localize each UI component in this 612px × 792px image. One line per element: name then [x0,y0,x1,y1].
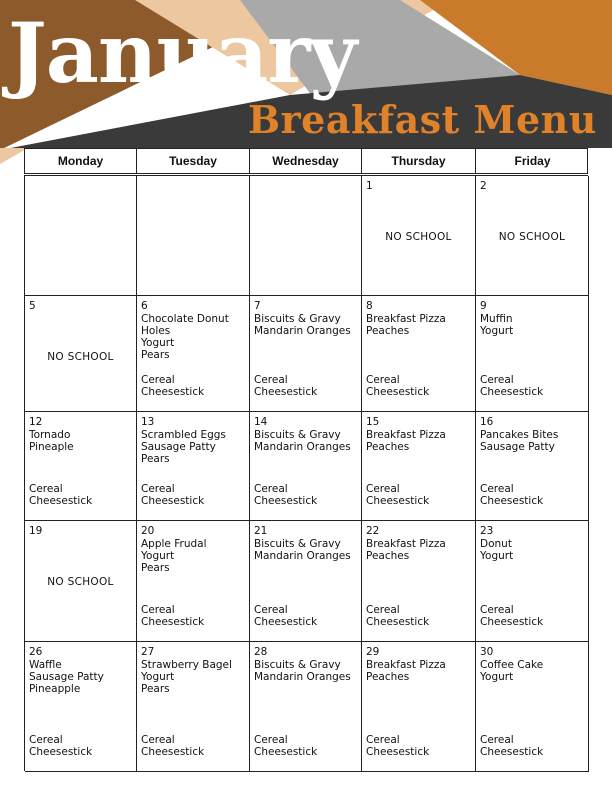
daily-option: Cheesestick [480,495,544,507]
daily-option: Cheesestick [480,386,544,398]
day-cell [137,642,250,772]
menu-item: Peaches [366,671,410,683]
menu-items [480,538,584,562]
day-cell [137,521,250,642]
daily-options [29,734,92,758]
menu-item: Tornado [29,429,71,441]
menu-item: Holes [141,325,171,337]
week-row [25,521,588,642]
menu-items [480,659,584,683]
menu-subtitle: Breakfast Menu [248,97,597,142]
daily-option: Cereal [141,483,175,495]
no-school-notice: NO SCHOOL [498,231,566,243]
day-cell [476,642,589,772]
daily-option: Cheesestick [480,616,544,628]
daily-option: Cereal [29,734,63,746]
menu-items [29,429,132,453]
daily-option: Cheesestick [480,746,544,758]
menu-item: Pears [141,683,170,695]
daily-option: Cheesestick [254,616,318,628]
daily-option: Cereal [366,604,400,616]
day-cell [137,296,250,412]
daily-options [366,734,429,758]
day-number: 14 [254,416,268,428]
day-number: 6 [141,300,148,312]
menu-items [480,429,584,453]
menu-item: Pears [141,349,170,361]
menu-item: Coffee Cake [480,659,544,671]
day-number: 7 [254,300,261,312]
daily-option: Cereal [141,604,175,616]
daily-option: Cheesestick [366,495,430,507]
menu-items [480,313,584,337]
daily-option: Cheesestick [141,616,205,628]
day-cell [250,176,362,296]
daily-options [480,734,543,758]
day-cell [25,642,137,772]
menu-item: Apple Frudal [141,538,207,550]
day-number: 5 [29,300,36,312]
daily-option: Cheesestick [29,495,93,507]
menu-item: Yogurt [141,671,175,683]
menu-item: Sausage Patty [480,441,555,453]
day-number: 15 [366,416,380,428]
menu-item: Breakfast Pizza [366,313,446,325]
daily-options [254,734,317,758]
daily-option: Cheesestick [254,386,318,398]
daily-options [254,374,317,398]
day-number: 1 [366,180,373,192]
day-number: 26 [29,646,43,658]
daily-option: Cheesestick [366,386,430,398]
no-school-notice: NO SCHOOL [47,351,114,363]
day-cell [250,642,362,772]
menu-item: Peaches [366,441,410,453]
week-row [25,412,588,521]
day-cell [362,642,476,772]
menu-items [366,659,471,683]
menu-item: Strawberry Bagel [141,659,232,671]
daily-option: Cheesestick [254,746,318,758]
weekday-header-tuesday: Tuesday [137,149,250,173]
daily-option: Cheesestick [141,746,205,758]
menu-item: Biscuits & Gravy [254,659,341,671]
daily-option: Cheesestick [29,746,93,758]
day-number: 29 [366,646,380,658]
day-cell [250,412,362,521]
day-number: 21 [254,525,268,537]
day-number: 8 [366,300,373,312]
daily-option: Cereal [141,734,175,746]
weekday-header-row [24,148,588,174]
day-number: 27 [141,646,155,658]
daily-option: Cereal [366,483,400,495]
menu-items [254,429,357,453]
menu-item: Breakfast Pizza [366,659,446,671]
daily-options [366,604,429,628]
menu-item: Mandarin Oranges [254,671,351,683]
menu-item: Biscuits & Gravy [254,538,341,550]
calendar-days [24,175,588,771]
menu-items [141,659,245,695]
menu-item: Pears [141,562,170,574]
day-cell [25,296,137,412]
menu-items [366,313,471,337]
menu-item: Breakfast Pizza [366,538,446,550]
day-cell [362,412,476,521]
day-cell [476,176,589,296]
day-cell [250,521,362,642]
no-school-notice: NO SCHOOL [385,231,452,243]
day-number [141,180,245,193]
daily-option: Cereal [480,483,514,495]
menu-item: Biscuits & Gravy [254,429,341,441]
daily-option: Cereal [480,604,514,616]
menu-items [141,538,245,574]
menu-item: Biscuits & Gravy [254,313,341,325]
menu-items [141,313,245,361]
daily-options [141,483,204,507]
daily-option: Cereal [366,734,400,746]
day-number: 9 [480,300,487,312]
no-school-notice: NO SCHOOL [47,576,114,588]
menu-item: Mandarin Oranges [254,325,351,337]
week-row [25,296,588,412]
menu-item: Mandarin Oranges [254,550,351,562]
menu-item: Pineapple [29,683,81,695]
daily-option: Cereal [254,374,288,386]
menu-items [254,313,357,337]
menu-item: Chocolate Donut [141,313,229,325]
week-row [25,642,588,772]
menu-items [254,659,357,683]
menu-item: Scrambled Eggs [141,429,226,441]
menu-item: Yogurt [141,337,175,349]
day-number: 30 [480,646,494,658]
day-number: 13 [141,416,155,428]
daily-options [480,374,543,398]
daily-option: Cheesestick [254,495,318,507]
day-number: 2 [480,180,487,192]
day-cell [476,296,589,412]
weekday-header-monday: Monday [25,149,137,173]
daily-option: Cheesestick [141,495,205,507]
daily-option: Cheesestick [366,616,430,628]
week-row [25,176,588,296]
day-cell [25,412,137,521]
menu-item: Peaches [366,550,410,562]
menu-item: Sausage Patty [141,441,216,453]
menu-item: Donut [480,538,512,550]
daily-options [141,374,204,398]
daily-options [480,483,543,507]
daily-option: Cereal [254,483,288,495]
daily-option: Cereal [254,734,288,746]
day-number: 16 [480,416,494,428]
menu-item: Yogurt [141,550,175,562]
menu-item: Mandarin Oranges [254,441,351,453]
daily-option: Cereal [254,604,288,616]
menu-items [366,429,471,453]
daily-option: Cereal [480,374,514,386]
day-cell [25,521,137,642]
daily-option: Cereal [141,374,175,386]
day-cell [137,412,250,521]
menu-item: Pineaple [29,441,74,453]
day-cell [25,176,137,296]
daily-options [366,374,429,398]
day-number: 23 [480,525,494,537]
menu-item: Pancakes Bites [480,429,559,441]
day-number: 28 [254,646,268,658]
menu-items [141,429,245,465]
day-cell [362,296,476,412]
daily-options [366,483,429,507]
daily-options [141,604,204,628]
menu-item: Sausage Patty [29,671,104,683]
daily-options [254,604,317,628]
daily-option: Cheesestick [141,386,205,398]
menu-item: Yogurt [480,671,514,683]
menu-items [254,538,357,562]
day-cell [250,296,362,412]
weekday-header-friday: Friday [514,154,551,168]
day-number: 22 [366,525,380,537]
day-number: 19 [29,525,43,537]
day-number: 12 [29,416,43,428]
day-number [254,180,357,193]
menu-item: Peaches [366,325,410,337]
menu-item: Muffin [480,313,513,325]
weekday-header-wednesday: Wednesday [250,149,362,173]
weekday-header-thursday: Thursday [362,149,476,173]
day-number: 20 [141,525,155,537]
menu-items [366,538,471,562]
day-cell [137,176,250,296]
month-title: January [8,6,357,102]
day-cell [476,521,589,642]
daily-option: Cheesestick [366,746,430,758]
day-cell [362,176,476,296]
menu-item: Yogurt [480,550,514,562]
menu-item: Breakfast Pizza [366,429,446,441]
daily-options [254,483,317,507]
day-number [29,180,132,193]
daily-options [480,604,543,628]
day-cell [476,412,589,521]
menu-item: Waffle [29,659,62,671]
daily-option: Cereal [480,734,514,746]
daily-option: Cereal [366,374,400,386]
menu-items [29,659,132,695]
daily-options [29,483,92,507]
day-cell [362,521,476,642]
daily-option: Cereal [29,483,63,495]
menu-item: Pears [141,453,170,465]
menu-item: Yogurt [480,325,514,337]
daily-options [141,734,204,758]
